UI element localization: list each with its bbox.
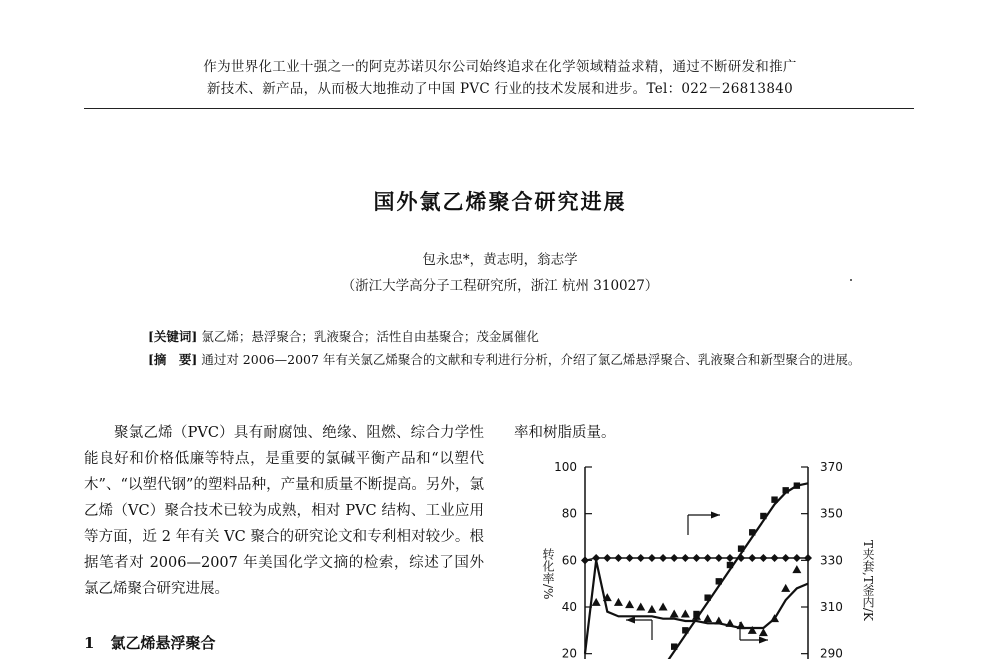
left-tick-label: 40 — [561, 600, 577, 614]
jacket-temperature-point — [759, 628, 768, 636]
jacket-temperature-point — [681, 610, 690, 618]
banner-line-2: 新技术、新产品，从而极大地推动了中国 PVC 行业的技术发展和进步。Tel：022－26813840 — [207, 81, 793, 97]
temperature-point — [759, 554, 767, 562]
keywords-text: 氯乙烯；悬浮聚合；乳液聚合；活性自由基聚合；茂金属催化 — [201, 329, 539, 344]
temperature-point — [715, 554, 723, 562]
right-tick-label: 350 — [820, 506, 843, 521]
abstract-label: [摘 要] — [148, 352, 198, 367]
temperature-point — [626, 554, 634, 562]
temperature-point — [637, 554, 645, 562]
temperature-point — [693, 554, 701, 562]
left-axis-label: 转化率/% — [541, 548, 555, 600]
right-tick-label: 290 — [820, 646, 843, 659]
paper-authors: 包永忠*，黄志明，翁志学 — [422, 252, 578, 268]
temperature-point — [704, 554, 712, 562]
section-number: 1 — [84, 634, 95, 652]
left-axis-arrow-head — [626, 617, 635, 624]
temperature-point — [681, 554, 689, 562]
banner-line-1: 作为世界化工业十强之一的阿克苏诺贝尔公司始终追求在化学领域精益求精，通过不断研发和推广 — [203, 59, 797, 75]
paper-affiliation: （浙江大学高分子工程研究所，浙江 杭州 310027） — [341, 278, 659, 294]
temperature-point — [603, 554, 611, 562]
temperature-point — [659, 554, 667, 562]
jacket-temperature-point — [636, 603, 645, 611]
jacket-temperature-point — [703, 614, 712, 622]
left-tick-label: 60 — [561, 553, 577, 568]
jacket-temperature-point — [792, 565, 801, 573]
temperature-point — [737, 554, 745, 562]
left-tick-label: 80 — [561, 506, 577, 521]
jacket-temperature-point — [647, 605, 656, 613]
jacket-temperature-point — [659, 603, 668, 611]
paper-title: 国外氯乙烯聚合研究进展 — [373, 189, 627, 214]
temperature-point — [771, 554, 779, 562]
temperature-point — [726, 554, 734, 562]
jacket-temperature-point — [781, 584, 790, 592]
right-axis-label: T夹套,T釜内/K — [861, 540, 875, 621]
body-paragraph: 聚氯乙烯（PVC）具有耐腐蚀、绝缘、阻燃、综合力学性能良好和价格低廉等特点，是重要的氯碱平衡产品和“以塑代木”、“以塑代钢”的塑料品种，产量和质量不断提高。另外，氯乙烯（VC）聚合技术已较为成熟，相对 PVC 结构、工业应用等方面，近 2 年有关 VC 聚合的研究论文和专利相对较少。根据笔者对 2006—2007 年美国化学文摘的检索，综述了国外氯乙烯聚合研究进展。 — [84, 425, 484, 597]
temperature-point — [614, 554, 622, 562]
temperature-point — [581, 556, 589, 564]
series-line — [652, 483, 808, 659]
temperature-point — [793, 554, 801, 562]
keywords-label: [关键词] — [148, 329, 198, 344]
right-tick-label: 310 — [820, 600, 843, 614]
left-tick-label: 20 — [561, 646, 577, 659]
section-title: 氯乙烯悬浮聚合 — [110, 634, 216, 652]
abstract-text: 通过对 2006—2007 年有关氯乙烯聚合的文献和专利进行分析，介绍了氯乙烯悬浮聚合、乳液聚合和新型聚合的进展。 — [201, 352, 861, 367]
right-tick-label: 370 — [820, 460, 843, 474]
right-axis-arrow-head — [711, 512, 720, 519]
temperature-point — [782, 554, 790, 562]
temperature-point — [670, 554, 678, 562]
temperature-point — [648, 554, 656, 562]
jacket-temperature-point — [670, 610, 679, 618]
jacket-temperature-point — [625, 600, 634, 608]
right-axis-arrow-head — [759, 637, 768, 644]
jacket-temperature-point — [592, 598, 601, 606]
right-column-text: 率和树脂质量。 — [514, 425, 616, 441]
series-line — [585, 560, 808, 653]
temperature-point — [748, 554, 756, 562]
jacket-temperature-point — [614, 598, 623, 606]
right-tick-label: 330 — [820, 553, 843, 568]
left-tick-label: 100 — [554, 460, 577, 474]
